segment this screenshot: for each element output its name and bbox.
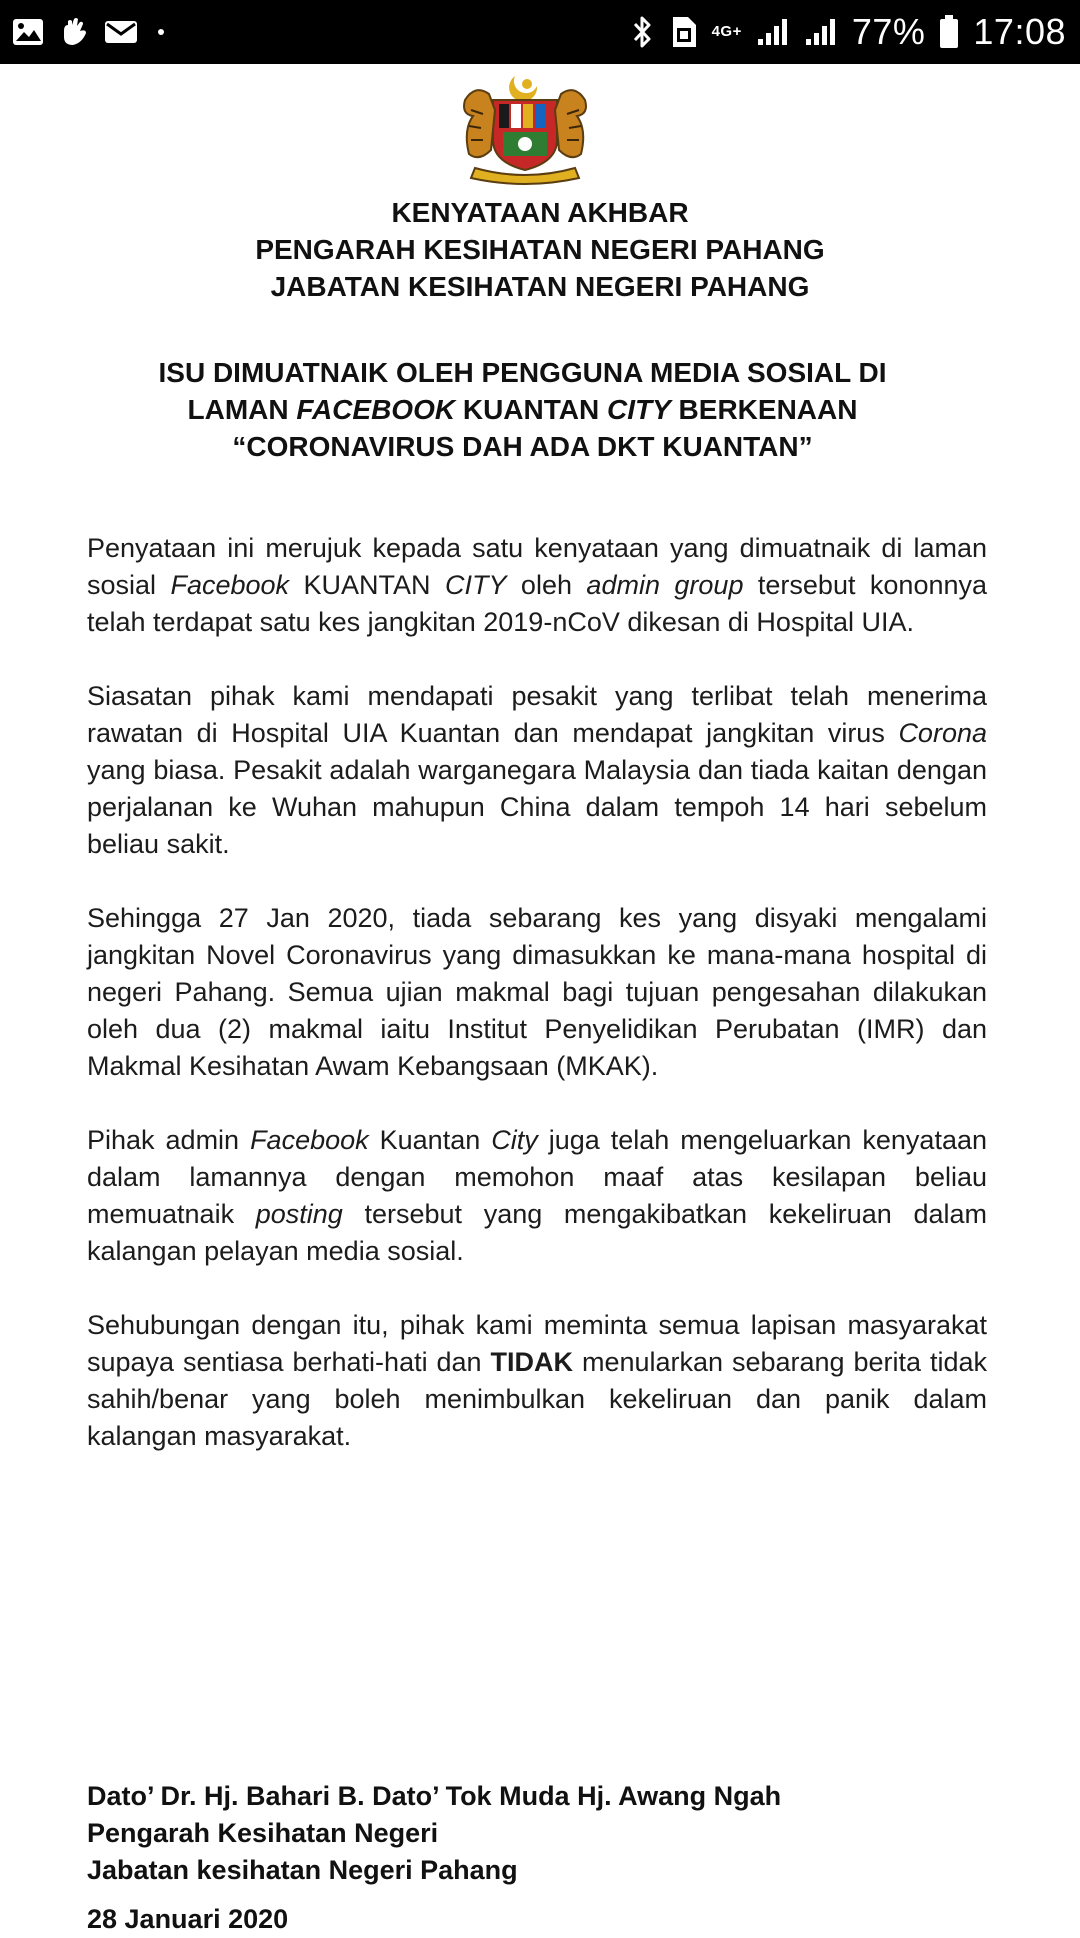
press-statement-document (0, 64, 1080, 1934)
title-text-italic: FACEBOOK (296, 394, 456, 425)
paragraph-4 (87, 1122, 987, 1270)
title-line: “CORONAVIRUS DAH ADA DKT KUANTAN” (232, 431, 813, 462)
notification-icons (12, 17, 164, 47)
paragraph-text: Penyataan ini merujuk kepada satu kenyataan yang dimuatnaik di laman sosial (87, 533, 987, 600)
statement-date: 28 Januari 2020 (87, 1904, 289, 1934)
header-line: PENGARAH KESIHATAN NEGERI PAHANG (255, 234, 825, 265)
signal-icon-sim2 (804, 17, 838, 47)
paragraph-text: Sehingga 27 Jan 2020, tiada sebarang kes yang disyaki mengalami jangkitan Novel Coronavirus yang dimasukkan ke mana-mana hospital di negeri Pahang. Semua ujian makmal bagi tujuan pengesahan dilakukan oleh dua (2) makmal iaitu Institut Penyelidikan Perubatan (IMR) dan Makmal Kesihatan Awam Kebangsaan (MKAK). (87, 903, 987, 1081)
paragraph-text: Sehubungan dengan itu, pihak kami meminta semua lapisan masyarakat supaya sentiasa berhati-hati dan (87, 1310, 987, 1377)
paragraph-text: yang biasa. Pesakit adalah warganegara Malaysia dan tiada kaitan dengan perjalanan ke Wuhan mahupun China dalam tempoh 14 hari sebelum beliau sakit. (87, 755, 987, 859)
statement-header (0, 194, 1080, 305)
header-line: JABATAN KESIHATAN NEGERI PAHANG (270, 271, 810, 302)
network-type: 4G+ (711, 23, 742, 40)
paragraph-italic: Corona (898, 718, 987, 748)
hand-icon (58, 17, 90, 47)
battery-percent: 77% (851, 11, 926, 52)
gallery-icon (12, 17, 44, 47)
paragraph-2 (87, 678, 987, 863)
title-line: ISU DIMUATNAIK OLEH PENGGUNA MEDIA SOSIAL DI (158, 357, 887, 388)
title-line (60, 391, 985, 428)
mail-icon (104, 18, 138, 46)
paragraph-text: oleh (506, 570, 587, 600)
paragraph-text: KUANTAN (289, 570, 445, 600)
paragraph-5 (87, 1307, 987, 1455)
statement-title (60, 354, 985, 465)
system-indicators (632, 11, 1066, 53)
paragraph-text: tersebut kononnya telah terdapat satu kes jangkitan 2019-nCoV dikesan di Hospital UIA. (87, 570, 988, 637)
title-text: LAMAN (187, 394, 297, 425)
status-bar (0, 0, 1080, 64)
paragraph-italic: CITY (444, 570, 507, 600)
clock: 17:08 (973, 11, 1066, 52)
title-text-italic: CITY (607, 394, 671, 425)
battery-icon (939, 15, 959, 49)
paragraph-3 (87, 900, 987, 1085)
paragraph-text: Pihak admin (87, 1125, 251, 1155)
paragraph-1 (87, 530, 987, 641)
dot-icon (158, 29, 164, 35)
paragraph-bold: TIDAK (490, 1347, 574, 1377)
title-text: KUANTAN (455, 394, 607, 425)
paragraph-italic: posting (255, 1199, 343, 1229)
signatory-name: Dato’ Dr. Hj. Bahari B. Dato’ Tok Muda Hj. Awang Ngah (87, 1781, 782, 1811)
paragraph-text: juga telah mengeluarkan kenyataan dalam lamannya dengan memohon maaf atas kesilapan beliau memuatnaik (87, 1125, 987, 1229)
signature-block (87, 1778, 987, 1889)
paragraph-text: tersebut yang mengakibatkan kekeliruan dalam kalangan pelayan media sosial. (87, 1199, 987, 1266)
paragraph-text: Siasatan pihak kami mendapati pesakit yang terlibat telah menerima rawatan di Hospital UIA Kuantan dan mendapat jangkitan virus (87, 681, 987, 748)
nfc-icon (668, 16, 698, 48)
paragraph-italic: Facebook (250, 1125, 369, 1155)
malaysia-coat-of-arms-icon (455, 70, 595, 188)
bluetooth-icon (632, 15, 654, 49)
paragraph-text: menularkan sebarang berita tidak sahih/benar yang boleh menimbulkan kekeliruan dan panik dalam kalangan masyarakat. (87, 1347, 988, 1451)
paragraph-italic: admin group (586, 570, 744, 600)
statement-body (87, 530, 987, 1492)
signatory-position: Pengarah Kesihatan Negeri (87, 1818, 439, 1848)
paragraph-italic: Facebook (170, 570, 290, 600)
paragraph-text: Kuantan (368, 1125, 492, 1155)
title-text: BERKENAAN (670, 394, 858, 425)
signatory-department: Jabatan kesihatan Negeri Pahang (87, 1855, 518, 1885)
paragraph-italic: City (491, 1125, 538, 1155)
header-line: KENYATAAN AKHBAR (391, 197, 689, 228)
signal-icon-sim1 (756, 17, 790, 47)
